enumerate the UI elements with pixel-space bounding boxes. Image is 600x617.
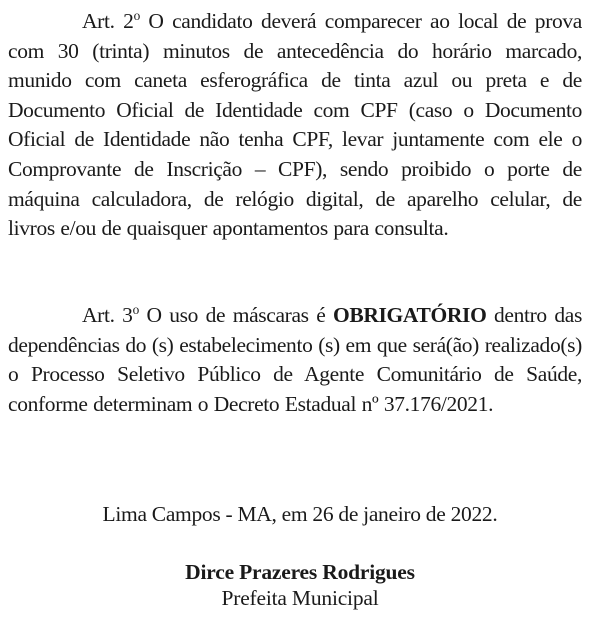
- article-3-emphasis: OBRIGATÓRIO: [333, 303, 487, 327]
- article-3-text-after: dentro das dependências do (s) estabelecimento (s) em que será(ão) realizado(s) o Processo Seletivo Público de Agente Comunitário de Saúde, conforme determinam o Decreto Estadual nº 37.176/2021.: [8, 303, 582, 416]
- article-3-ordinal: o: [132, 301, 139, 317]
- place-date: Lima Campos - MA, em 26 de janeiro de 2022.: [102, 502, 498, 526]
- article-3-paragraph: [8, 301, 582, 419]
- article-3-label: Art. 3: [82, 303, 133, 327]
- article-3-text-before: O uso de máscaras é: [138, 303, 333, 327]
- article-2-label: Art. 2: [82, 9, 134, 33]
- signatory-name: Dirce Prazeres Rodrigues: [185, 560, 415, 584]
- article-2-text: O candidato deverá comparecer ao local de prova com 30 (trinta) minutos de antecedência do horário marcado, munido com caneta esferográfica de tinta azul ou preta e de Documento Oficial de Identidade com CPF (caso o Documento Oficial de Identidade não tenha CPF, levar juntamente com ele o Comprovante de Inscrição – CPF), sendo proibido o porte de máquina calculadora, de relógio digital, de aparelho celular, de livros e/ou de quaisquer apontamentos para consulta.: [8, 9, 583, 241]
- article-2-ordinal: o: [133, 7, 140, 23]
- signatory-role: Prefeita Municipal: [221, 586, 379, 610]
- article-2-paragraph: [8, 7, 582, 244]
